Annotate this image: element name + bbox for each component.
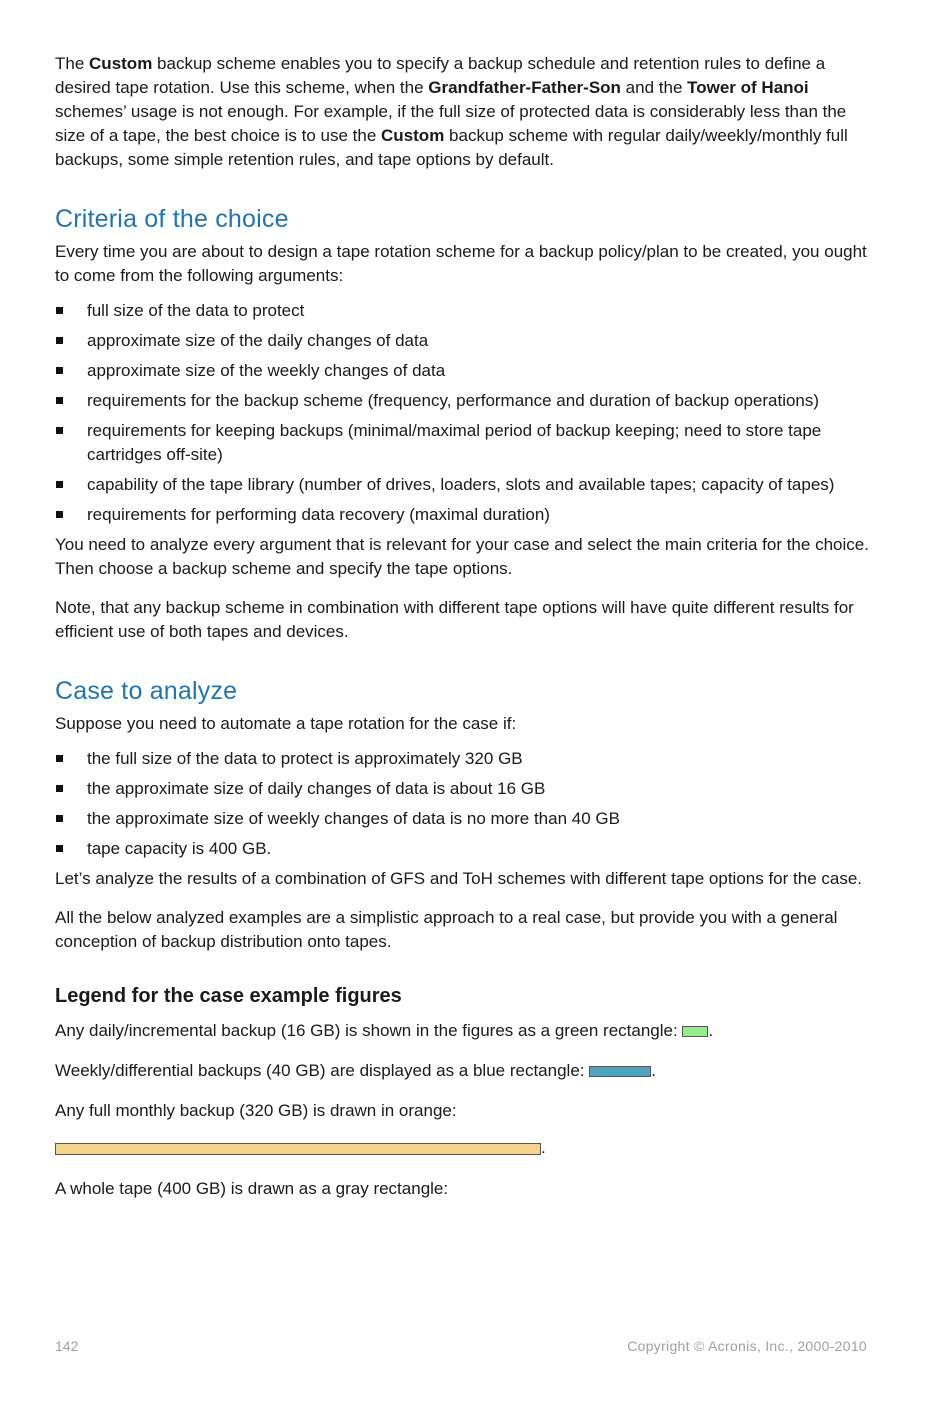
list-item: requirements for keeping backups (minimal/maximal period of backup keeping; need to store tape cartridges off-site) xyxy=(55,419,870,467)
legend-heading: Legend for the case example figures xyxy=(55,985,402,1007)
term-toh: Tower of Hanoi xyxy=(687,78,809,97)
legend-monthly: Any full monthly backup (320 GB) is drawn in orange: xyxy=(55,1101,457,1120)
intro-text: and the xyxy=(620,78,688,97)
criteria-list xyxy=(55,299,870,527)
legend-daily xyxy=(55,1019,870,1043)
legend-weekly xyxy=(55,1059,870,1083)
list-item: capability of the tape library (number of drives, loaders, slots and available tapes; capacity of tapes) xyxy=(55,473,870,497)
period: . xyxy=(708,1021,714,1040)
case-heading: Case to analyze xyxy=(55,677,238,705)
criteria-paragraph: You need to analyze every argument that is relevant for your case and select the main criteria for the choice. Then choose a backup scheme and specify the tape options. xyxy=(55,535,869,578)
list-item: requirements for performing data recovery (maximal duration) xyxy=(55,503,870,527)
intro-text: backup scheme with regular daily/weekly/monthly full backups, some simple retention rules, and tape options by default. xyxy=(55,126,848,169)
intro-paragraph xyxy=(55,52,870,172)
list-item: requirements for the backup scheme (frequency, performance and duration of backup operations) xyxy=(55,389,870,413)
criteria-note: Note, that any backup scheme in combination with different tape options will have quite different results for efficient use of both tapes and devices. xyxy=(55,598,854,641)
term-custom: Custom xyxy=(381,126,445,145)
legend-daily-text: Any daily/incremental backup (16 GB) is shown in the figures as a green rectangle: xyxy=(55,1021,678,1040)
legend-monthly-swatch-line xyxy=(55,1139,870,1157)
page-number: 142 xyxy=(55,1338,79,1354)
document-page xyxy=(55,52,870,1201)
case-lead: Suppose you need to automate a tape rotation for the case if: xyxy=(55,714,517,733)
period: . xyxy=(651,1061,656,1080)
list-item: approximate size of the daily changes of data xyxy=(55,329,870,353)
list-item: the full size of the data to protect is approximately 320 GB xyxy=(55,747,870,771)
blue-rectangle-swatch xyxy=(589,1066,651,1077)
list-item: tape capacity is 400 GB. xyxy=(55,837,870,861)
period: . xyxy=(541,1138,546,1157)
list-item: the approximate size of daily changes of data is about 16 GB xyxy=(55,777,870,801)
intro-text: backup scheme enables you to specify a backup schedule and retention rules to define a desired tape rotation. Use this scheme, when the xyxy=(55,54,826,97)
intro-text: The xyxy=(55,54,90,73)
case-note: All the below analyzed examples are a simplistic approach to a real case, but provide you with a general conception of backup distribution onto tapes. xyxy=(55,908,838,951)
intro-text: schemes’ usage is not enough. For example, if the full size of protected data is considerably less than the size of a tape, the best choice is to use the xyxy=(55,102,847,145)
term-custom: Custom xyxy=(89,54,153,73)
case-paragraph: Let’s analyze the results of a combination of GFS and ToH schemes with different tape options for the case. xyxy=(55,869,863,888)
list-item: full size of the data to protect xyxy=(55,299,870,323)
criteria-lead: Every time you are about to design a tape rotation scheme for a backup policy/plan to be created, you ought to come from the following arguments: xyxy=(55,242,867,285)
legend-weekly-text: Weekly/differential backups (40 GB) are displayed as a blue rectangle: xyxy=(55,1061,585,1080)
orange-rectangle-swatch xyxy=(55,1143,541,1155)
list-item: the approximate size of weekly changes of data is no more than 40 GB xyxy=(55,807,870,831)
list-item: approximate size of the weekly changes of data xyxy=(55,359,870,383)
green-rectangle-swatch xyxy=(682,1026,708,1037)
copyright-notice: Copyright © Acronis, Inc., 2000-2010 xyxy=(627,1338,867,1354)
criteria-heading: Criteria of the choice xyxy=(55,205,289,233)
legend-tape: A whole tape (400 GB) is drawn as a gray rectangle: xyxy=(55,1179,449,1198)
term-gfs: Grandfather-Father-Son xyxy=(428,78,621,97)
case-list xyxy=(55,747,870,861)
